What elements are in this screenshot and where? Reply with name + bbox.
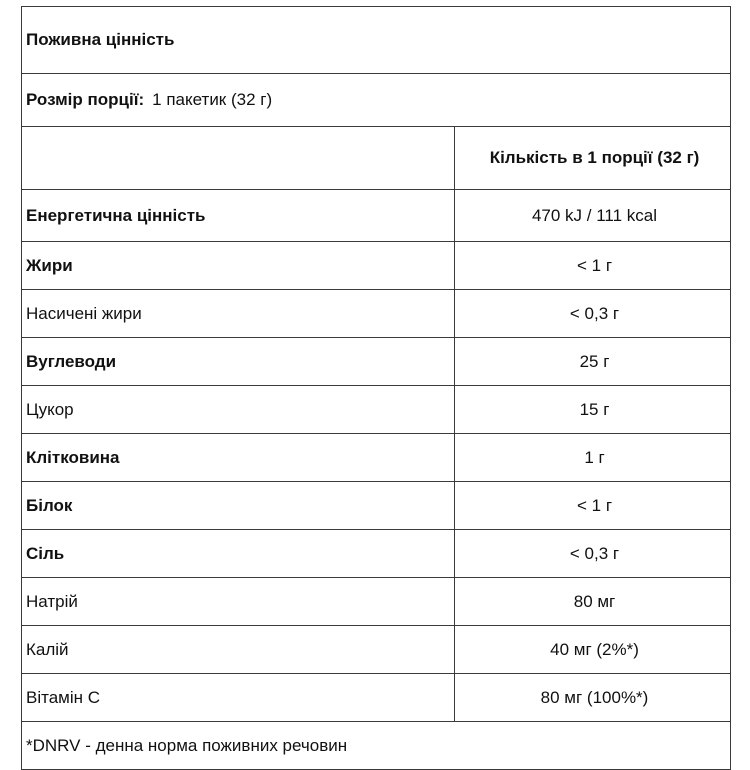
nutrient-row-carbohydrates [22, 338, 731, 386]
serving-cell [22, 74, 731, 127]
serving-row [22, 74, 731, 127]
footnote: *DNRV - денна норма поживних речовин [22, 722, 731, 770]
nutrient-row-salt [22, 530, 731, 578]
nutrient-value: < 1 г [455, 242, 731, 290]
nutrient-value: 80 мг (100%*) [455, 674, 731, 722]
nutrient-name: Сіль [22, 530, 455, 578]
nutrient-name: Вуглеводи [22, 338, 455, 386]
nutrient-row-vitamin-c [22, 674, 731, 722]
nutrient-name: Клітковина [22, 434, 455, 482]
nutrient-value: < 0,3 г [455, 530, 731, 578]
nutrition-table [21, 6, 731, 770]
nutrient-value: 25 г [455, 338, 731, 386]
nutrient-name: Цукор [22, 386, 455, 434]
nutrient-name: Білок [22, 482, 455, 530]
nutrient-name: Калій [22, 626, 455, 674]
nutrient-value: 80 мг [455, 578, 731, 626]
nutrient-row-fat [22, 242, 731, 290]
title-row [22, 7, 731, 74]
nutrient-value: 470 kJ / 111 kcal [455, 190, 731, 242]
serving-value: 1 пакетик (32 г) [152, 90, 273, 109]
nutrient-name: Енергетична цінність [22, 190, 455, 242]
nutrient-row-sodium [22, 578, 731, 626]
nutrient-row-fiber [22, 434, 731, 482]
nutrient-name: Жири [22, 242, 455, 290]
nutrient-name: Натрій [22, 578, 455, 626]
serving-label: Розмір порції: [26, 90, 145, 109]
header-name-cell [22, 127, 455, 190]
nutrient-row-saturated-fat [22, 290, 731, 338]
nutrient-value: 1 г [455, 434, 731, 482]
header-amount-cell: Кількість в 1 порції (32 г) [455, 127, 731, 190]
nutrient-name: Вітамін C [22, 674, 455, 722]
nutrient-row-sugar [22, 386, 731, 434]
footnote-row [22, 722, 731, 770]
nutrient-name: Насичені жири [22, 290, 455, 338]
nutrient-value: < 1 г [455, 482, 731, 530]
nutrient-row-protein [22, 482, 731, 530]
header-row [22, 127, 731, 190]
nutrient-value: < 0,3 г [455, 290, 731, 338]
nutrient-value: 40 мг (2%*) [455, 626, 731, 674]
nutrient-row-potassium [22, 626, 731, 674]
table-title: Поживна цінність [22, 7, 731, 74]
nutrient-value: 15 г [455, 386, 731, 434]
nutrient-row-energy [22, 190, 731, 242]
